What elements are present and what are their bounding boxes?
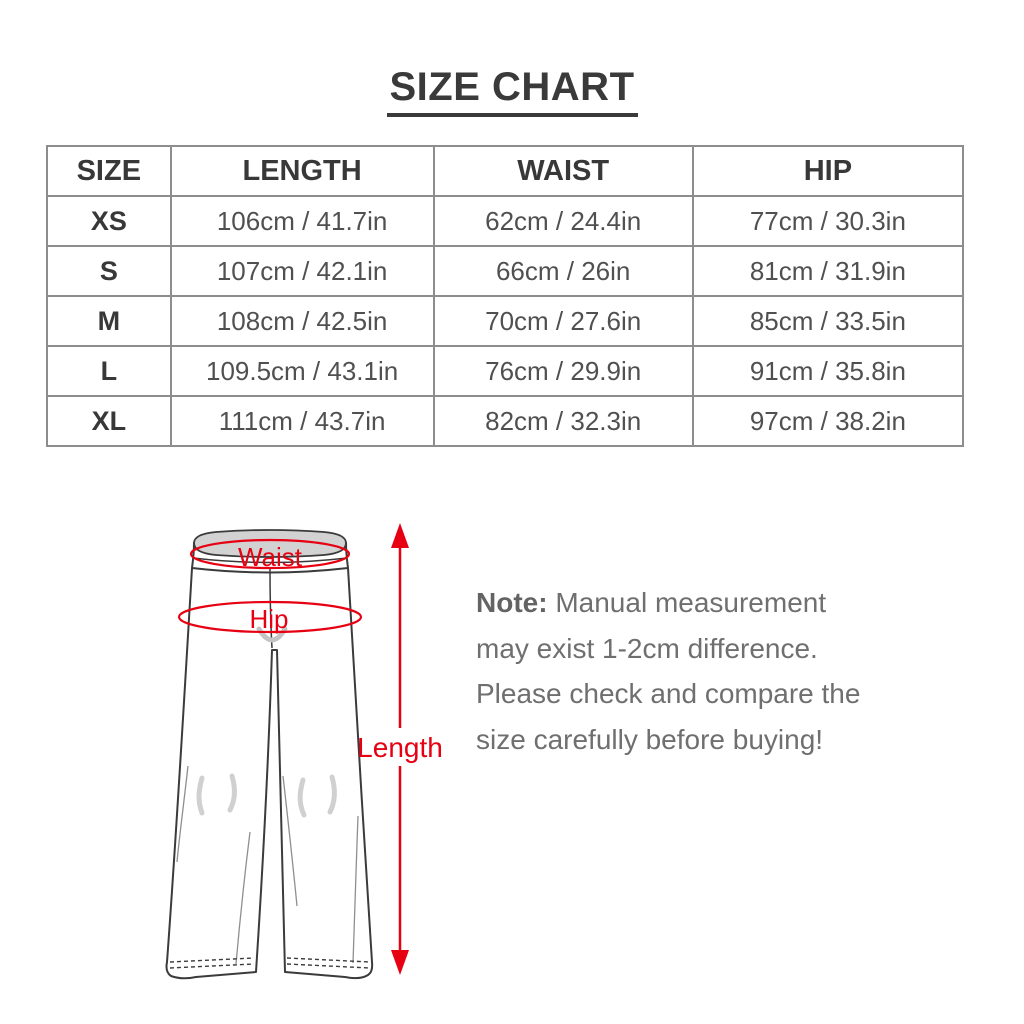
header-length: LENGTH	[171, 146, 434, 196]
hip-label: Hip	[249, 604, 289, 634]
table-header-row	[47, 146, 963, 196]
cell-waist: 62cm / 24.4in	[434, 196, 693, 246]
length-label: Length	[357, 732, 443, 763]
table-row-m	[47, 296, 963, 346]
table-row-s	[47, 246, 963, 296]
header-hip: HIP	[693, 146, 963, 196]
cell-length: 107cm / 42.1in	[171, 246, 434, 296]
cell-size: XL	[47, 396, 171, 446]
page-title-wrap	[0, 66, 1024, 117]
cell-waist: 66cm / 26in	[434, 246, 693, 296]
cell-size: S	[47, 246, 171, 296]
cell-waist: 76cm / 29.9in	[434, 346, 693, 396]
arrowhead-down	[391, 950, 409, 975]
page-title: SIZE CHART	[387, 66, 638, 117]
cell-size: M	[47, 296, 171, 346]
measurement-note	[476, 580, 880, 762]
cell-hip: 91cm / 35.8in	[693, 346, 963, 396]
cell-hip: 81cm / 31.9in	[693, 246, 963, 296]
header-size: SIZE	[47, 146, 171, 196]
note-label: Note:	[476, 587, 548, 618]
cell-hip: 97cm / 38.2in	[693, 396, 963, 446]
waist-label: Waist	[237, 542, 303, 572]
header-waist: WAIST	[434, 146, 693, 196]
note-text: Manual measurement may exist 1-2cm difference. Please check and compare the size carefully before buying!	[476, 587, 861, 755]
cell-hip: 85cm / 33.5in	[693, 296, 963, 346]
cell-length: 111cm / 43.7in	[171, 396, 434, 446]
table-row-xs	[47, 196, 963, 246]
cell-waist: 70cm / 27.6in	[434, 296, 693, 346]
cell-length: 108cm / 42.5in	[171, 296, 434, 346]
cell-size: L	[47, 346, 171, 396]
arrowhead-up	[391, 523, 409, 548]
cell-hip: 77cm / 30.3in	[693, 196, 963, 246]
pants-measurement-diagram	[120, 510, 470, 990]
cell-length: 109.5cm / 43.1in	[171, 346, 434, 396]
cell-length: 106cm / 41.7in	[171, 196, 434, 246]
size-table	[46, 145, 964, 447]
cell-waist: 82cm / 32.3in	[434, 396, 693, 446]
table-row-xl	[47, 396, 963, 446]
cell-size: XS	[47, 196, 171, 246]
table-row-l	[47, 346, 963, 396]
